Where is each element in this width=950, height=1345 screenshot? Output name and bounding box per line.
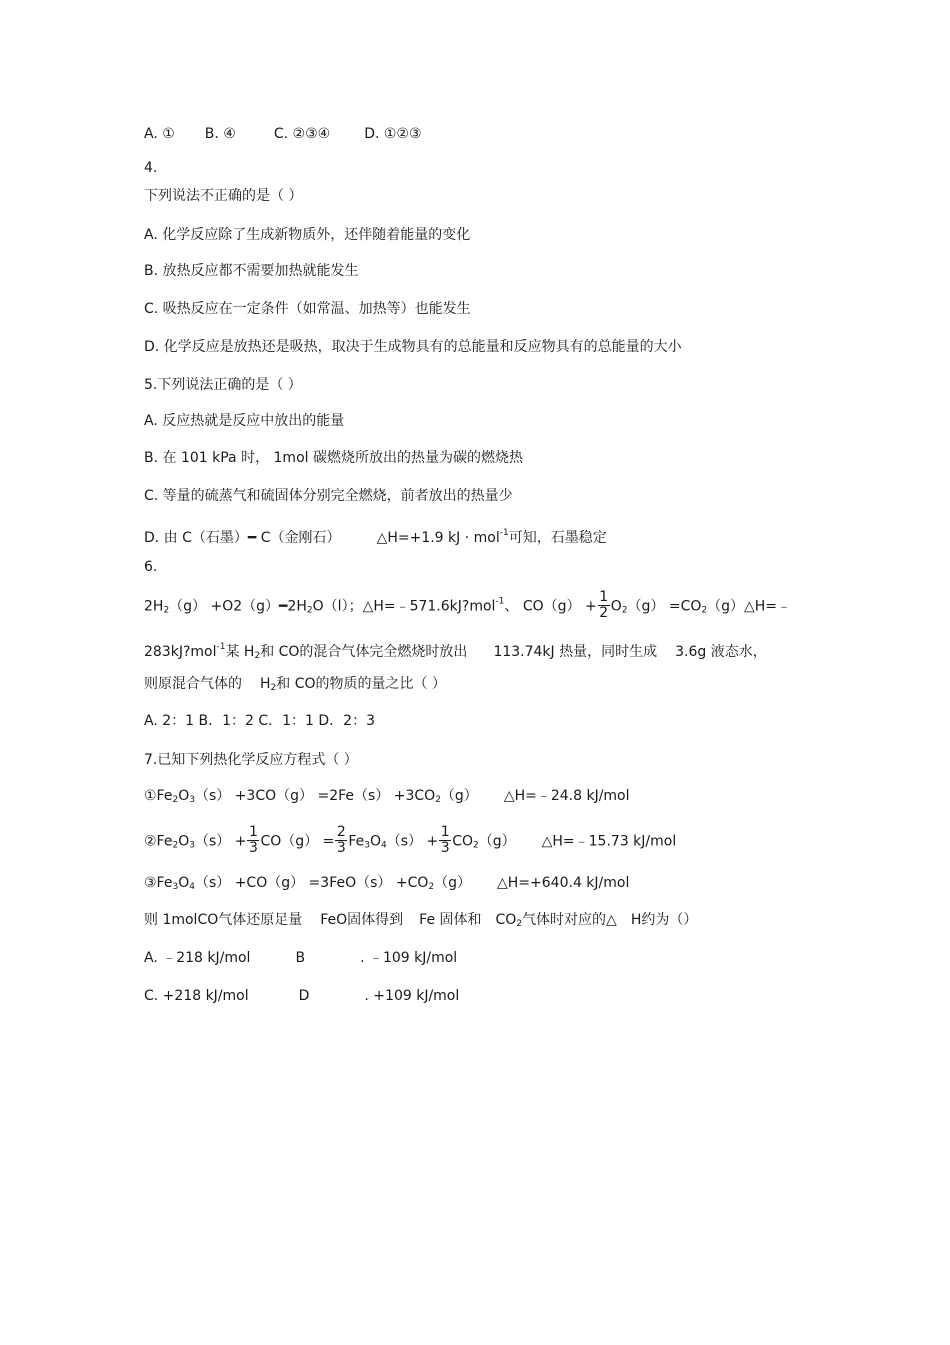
q7-text: O xyxy=(178,788,190,804)
q6-text: 3.6g 液态水， xyxy=(675,644,767,660)
fraction-denominator: 2 xyxy=(599,605,609,621)
q7-sub: 3 xyxy=(189,795,195,805)
q6-text: H xyxy=(260,676,271,692)
q6-text: 2H xyxy=(144,598,164,615)
q5-option-a: A. 反应热就是反应中放出的能量 xyxy=(144,413,345,429)
q6-exponent: -1 xyxy=(495,596,505,607)
q6-line-2 xyxy=(144,637,767,666)
q7-text: 则 1molCO气体还原足量 xyxy=(144,912,303,928)
fraction-numerator: 1 xyxy=(440,824,450,840)
q7-text: Fe 固体和 xyxy=(419,912,482,928)
q5-d-enthalpy: △H=+1.9 kJ · mol xyxy=(376,530,500,546)
q7-sub: 2 xyxy=(172,795,179,805)
q7-option-d-letter: D xyxy=(298,988,310,1004)
q7-fraction xyxy=(439,825,451,856)
fraction-numerator: 2 xyxy=(336,824,346,840)
q3-option-d: D. ①②③ xyxy=(364,126,422,142)
q6-text: 某 H xyxy=(225,644,255,660)
q6-sub: 2 xyxy=(306,605,313,616)
q6-equation-line xyxy=(144,591,791,622)
q7-sub: 2 xyxy=(435,795,441,805)
fraction-denominator: 3 xyxy=(248,840,258,856)
q7-option-b-value: . ﹣109 kJ/mol xyxy=(360,950,458,966)
q7-text: O xyxy=(178,875,190,891)
q6-number: 6. xyxy=(144,559,158,575)
q5-d-reaction: D. 由 C（石墨）━ C（金刚石） xyxy=(144,530,341,546)
fraction-denominator: 3 xyxy=(440,840,450,856)
q7-text: （g） xyxy=(434,875,472,891)
q7-text: ②Fe xyxy=(144,833,173,850)
q7-text: （g） xyxy=(440,788,478,804)
fraction-denominator: 3 xyxy=(336,840,346,856)
q7-options-cd xyxy=(144,986,459,1006)
q7-text: （s） +CO（g） =3FeO（s） +CO xyxy=(194,875,429,891)
q7-reaction-3 xyxy=(144,873,629,897)
q4-option-c: C. 吸热反应在一定条件（如常温、加热等）也能发生 xyxy=(144,301,471,317)
q4-number: 4. xyxy=(144,160,158,176)
q7-text: H约为（） xyxy=(630,912,698,928)
q3-options xyxy=(144,124,422,144)
q6-sub: 2 xyxy=(701,605,708,616)
q7-fraction xyxy=(335,825,347,856)
q5-stem: 5.下列说法正确的是（ ） xyxy=(144,377,302,393)
q6-text: O（l）；△H=﹣571.6kJ?mol xyxy=(312,598,496,615)
q7-reaction-2 xyxy=(144,826,676,857)
q6-line-3 xyxy=(144,674,446,698)
q7-text: CO xyxy=(452,833,473,850)
q7-fraction xyxy=(247,825,259,856)
q6-options: A. 2：1 B．1：2 C．1：1 D．2：3 xyxy=(144,713,375,729)
q7-text: Fe xyxy=(348,833,365,850)
q6-text: 和 CO的物质的量之比（ ） xyxy=(276,676,446,692)
q7-enthalpy: △H=+640.4 kJ/mol xyxy=(497,875,630,891)
q5-option-b: B. 在 101 kPa 时， 1mol 碳燃烧所放出的热量为碳的燃烧热 xyxy=(144,450,523,466)
q7-text: ①Fe xyxy=(144,788,173,804)
q7-sub: 4 xyxy=(380,840,387,851)
q6-sub: 2 xyxy=(254,651,261,661)
q7-text: O xyxy=(178,833,190,850)
q3-option-c: C. ②③④ xyxy=(273,126,331,142)
q6-sub: 2 xyxy=(621,605,628,616)
q6-sub: 2 xyxy=(163,605,170,616)
q7-question xyxy=(144,910,697,934)
q7-text: （g） xyxy=(478,833,516,850)
q6-exponent: -1 xyxy=(216,642,226,652)
q4-option-b: B. 放热反应都不需要加热就能发生 xyxy=(144,263,359,279)
q7-reaction-1 xyxy=(144,786,630,810)
q3-option-b: B. ④ xyxy=(204,126,236,142)
fraction-numerator: 1 xyxy=(248,824,258,840)
q7-sub: 2 xyxy=(428,882,435,892)
q7-option-d-value: . +109 kJ/mol xyxy=(364,988,460,1004)
q6-text: O xyxy=(610,598,622,615)
q6-text: 283kJ?mol xyxy=(144,644,217,660)
q5-option-c: C. 等量的硫蒸气和硫固体分别完全燃烧，前者放出的热量少 xyxy=(144,488,513,504)
q6-text: （g） =CO xyxy=(627,598,702,615)
q7-text: FeO固体得到 xyxy=(320,912,404,928)
q7-option-c: C. +218 kJ/mol xyxy=(144,988,249,1004)
q5-d-exponent: -1 xyxy=(499,528,509,538)
q7-sub: 3 xyxy=(189,840,195,851)
q6-text: 、 CO（g） + xyxy=(504,598,597,615)
q7-options-ab xyxy=(144,948,457,968)
q5-option-d xyxy=(144,523,607,548)
q6-fraction xyxy=(598,590,610,621)
q7-option-a: A. ﹣218 kJ/mol xyxy=(144,950,251,966)
q7-text: CO（g） = xyxy=(260,833,335,850)
q7-stem: 7.已知下列热化学反应方程式（ ） xyxy=(144,752,358,768)
q6-text: （g） +O2（g）━2H xyxy=(169,598,307,615)
q7-text: ③Fe xyxy=(144,875,173,891)
q7-sub: 3 xyxy=(172,882,179,892)
q4-option-a: A. 化学反应除了生成新物质外，还伴随着能量的变化 xyxy=(144,227,471,243)
q6-sub: 2 xyxy=(270,683,277,693)
q7-text: CO xyxy=(495,912,517,928)
q4-option-d: D. 化学反应是放热还是吸热，取决于生成物具有的总能量和反应物具有的总能量的大小 xyxy=(144,339,682,355)
q7-text: 气体时对应的△ xyxy=(522,912,617,928)
q6-text: 113.74kJ 热量，同时生成 xyxy=(493,644,658,660)
q6-text: 则原混合气体的 xyxy=(144,676,242,692)
q7-enthalpy: △H=﹣24.8 kJ/mol xyxy=(503,788,630,804)
q7-text: （s） + xyxy=(194,833,247,850)
q6-text: 和 CO的混合气体完全燃烧时放出 xyxy=(260,644,468,660)
q7-sub: 2 xyxy=(172,840,179,851)
q7-option-b-letter: B xyxy=(295,950,306,966)
q7-text: （s） +3CO（g） =2Fe（s） +3CO xyxy=(194,788,436,804)
q5-d-conclusion: 可知，石墨稳定 xyxy=(508,530,607,546)
q7-enthalpy: △H=﹣15.73 kJ/mol xyxy=(541,833,677,850)
q7-sub: 2 xyxy=(516,919,523,929)
q6-text: （g）△H=﹣ xyxy=(707,598,792,615)
q4-stem: 下列说法不正确的是（ ） xyxy=(144,188,303,204)
q3-option-a: A. ① xyxy=(144,126,175,142)
q7-sub: 3 xyxy=(364,840,370,851)
q7-sub: 2 xyxy=(473,840,479,851)
q7-sub: 4 xyxy=(189,882,195,892)
fraction-numerator: 1 xyxy=(599,589,609,605)
q7-text: O xyxy=(369,833,381,850)
q7-text: （s） + xyxy=(386,833,439,850)
